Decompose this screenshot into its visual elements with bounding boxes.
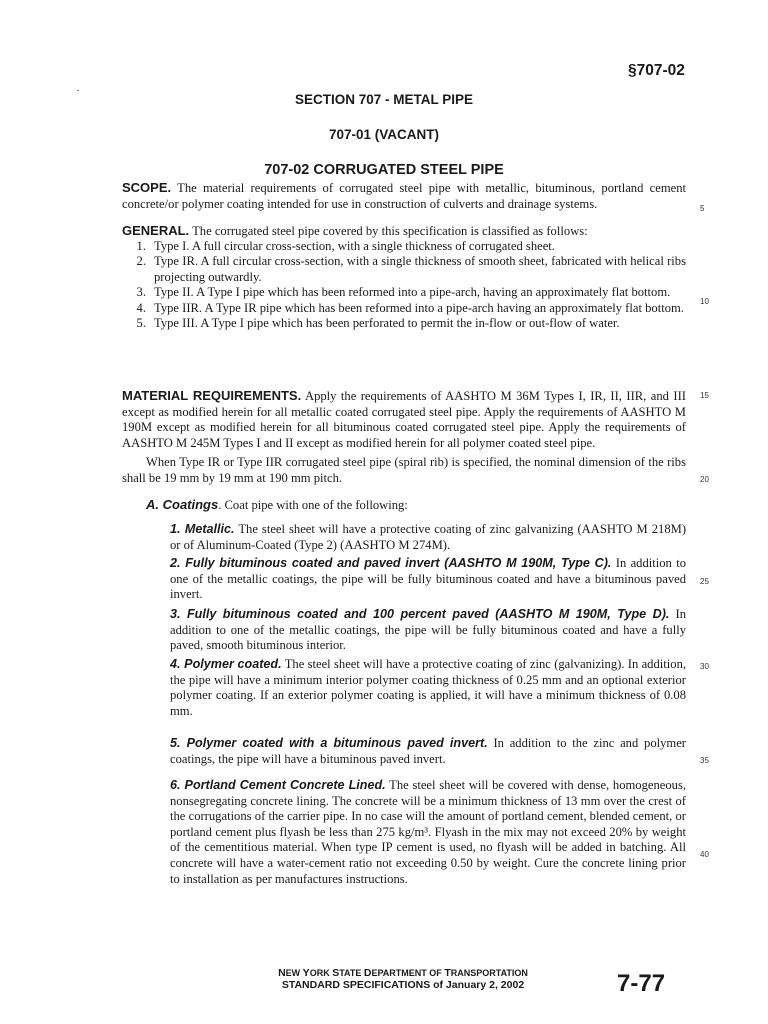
coating-item-type-d: 3. Fully bituminous coated and 100 percent paved (AASHTO M 190M, Type D). In addition to one of the metallic coatings, the pipe will be fully bituminous coated and have a fully paved, smooth bituminous interior. (170, 607, 686, 653)
line-number: 25 (700, 577, 709, 586)
material-requirements-label: MATERIAL REQUIREMENTS. (122, 388, 302, 403)
line-number: 30 (700, 662, 709, 671)
scan-speck (77, 90, 79, 91)
list-item: 2. Type IR. A full circular cross-section, with a single thickness of smooth sheet, fabricated with helical ribs projecting outwardly. (136, 254, 686, 284)
line-number: 5 (700, 204, 705, 213)
section-number: §707-02 (628, 62, 685, 79)
coatings-text: . Coat pipe with one of the following: (218, 498, 408, 512)
line-number: 40 (700, 850, 709, 859)
line-number: 20 (700, 475, 709, 484)
general-label: GENERAL. (122, 223, 190, 238)
coating-item-metallic: 1. Metallic. The steel sheet will have a protective coating of zinc galvanizing (AASHTO M 218M) or of Aluminum-Coated (Type 2) (AASHTO M 274M). (170, 522, 687, 552)
coating-item-polymer-bituminous: 5. Polymer coated with a bituminous paved invert. In addition to the zinc and polymer coatings, the pipe will have a bituminous paved invert. (170, 736, 686, 766)
scope-paragraph (122, 180, 686, 212)
vacant-subsection-title: 707-01 (VACANT) (328, 127, 440, 142)
coating-item-type-c: 2. Fully bituminous coated and paved invert (AASHTO M 190M, Type C). In addition to one of the metallic coatings, the pipe will be fully bituminous coated and have a bituminous paved invert. (170, 556, 686, 602)
coatings-label: A. Coatings (146, 497, 219, 512)
footer-department: NEW YORK STATE DEPARTMENT OF TRANSPORTATION (278, 967, 528, 979)
material-requirements-text: Apply the requirements of AASHTO M 36M Types I, IR, II, IIR, and III except as modified herein for all metallic coated corrugated steel pipe. Apply the requirements of AASHTO M 190M except as modified herein for all bituminous coated corrugated steel pipe. Apply the requirements of AASHTO M 245M Types I and II except as modified herein for all polymer coated steel pipe. (122, 389, 686, 450)
pipe-type-list (122, 239, 686, 331)
list-item: 1. Type I. A full circular cross-section, with a single thickness of corrugated sheet. (136, 239, 555, 253)
list-item: 5. Type III. A Type I pipe which has been perforated to permit the in-flow or out-flow of water. (136, 316, 620, 331)
subsection-title: 707-02 CORRUGATED STEEL PIPE (264, 162, 504, 178)
coatings-heading (146, 497, 408, 513)
scope-label: SCOPE. (122, 180, 172, 195)
list-item: 4. Type IIR. A Type IR pipe which has been reformed into a pipe-arch having an approximately flat bottom. (136, 300, 684, 315)
line-number: 10 (700, 297, 709, 306)
list-item: 3. Type II. A Type I pipe which has been reformed into a pipe-arch, having an approximately flat bottom. (136, 285, 671, 300)
line-number: 35 (700, 756, 709, 765)
material-requirements-paragraph (122, 388, 686, 451)
scope-text: The material requirements of corrugated steel pipe with metallic, bituminous, portland cement concrete/or polymer coating intended for use in construction of culverts and drainage systems. (122, 181, 687, 211)
spiral-rib-paragraph: When Type IR or Type IIR corrugated steel pipe (spiral rib) is specified, the nominal dimension of the ribs shall be 19 mm by 19 mm at 190 mm pitch. (122, 455, 686, 485)
general-text: The corrugated steel pipe covered by this specification is classified as follows: (192, 224, 588, 238)
general-paragraph (122, 223, 686, 240)
section-title: SECTION 707 - METAL PIPE (294, 92, 474, 107)
footer-publisher (248, 967, 558, 991)
coating-item-concrete-lined: 6. Portland Cement Concrete Lined. The steel sheet will be covered with dense, homogeneous, nonsegregating concrete lining. The concrete will be a minimum thickness of 13 mm over the crest of the corrugations of the carrier pipe. In no case will the amount of portland cement, blended cement, or portland cement plus flyash be less than 275 kg/m³. Flyash in the mix may not exceed 20% by weight of the cementitious material. When type IP cement is used, no flyash will be added in batching. All concrete will have a water-cement ratio not exceeding 0.50 by weight. Cure the concrete lining prior to installation as per manufactures instructions. (170, 778, 686, 886)
footer-specs-title: STANDARD SPECIFICATIONS of January 2, 2002 (281, 979, 525, 991)
line-number: 15 (700, 391, 709, 400)
coating-item-polymer: 4. Polymer coated. The steel sheet will have a protective coating of zinc (galvanizing). In addition, the pipe will have a minimum interior polymer coating thickness of 0.25 mm and an optional exterior polymer coating. If an exterior polymer coating is applied, it will have a minimum thickness of 0.08 mm. (170, 657, 687, 718)
page-number: 7-77 (617, 970, 666, 997)
